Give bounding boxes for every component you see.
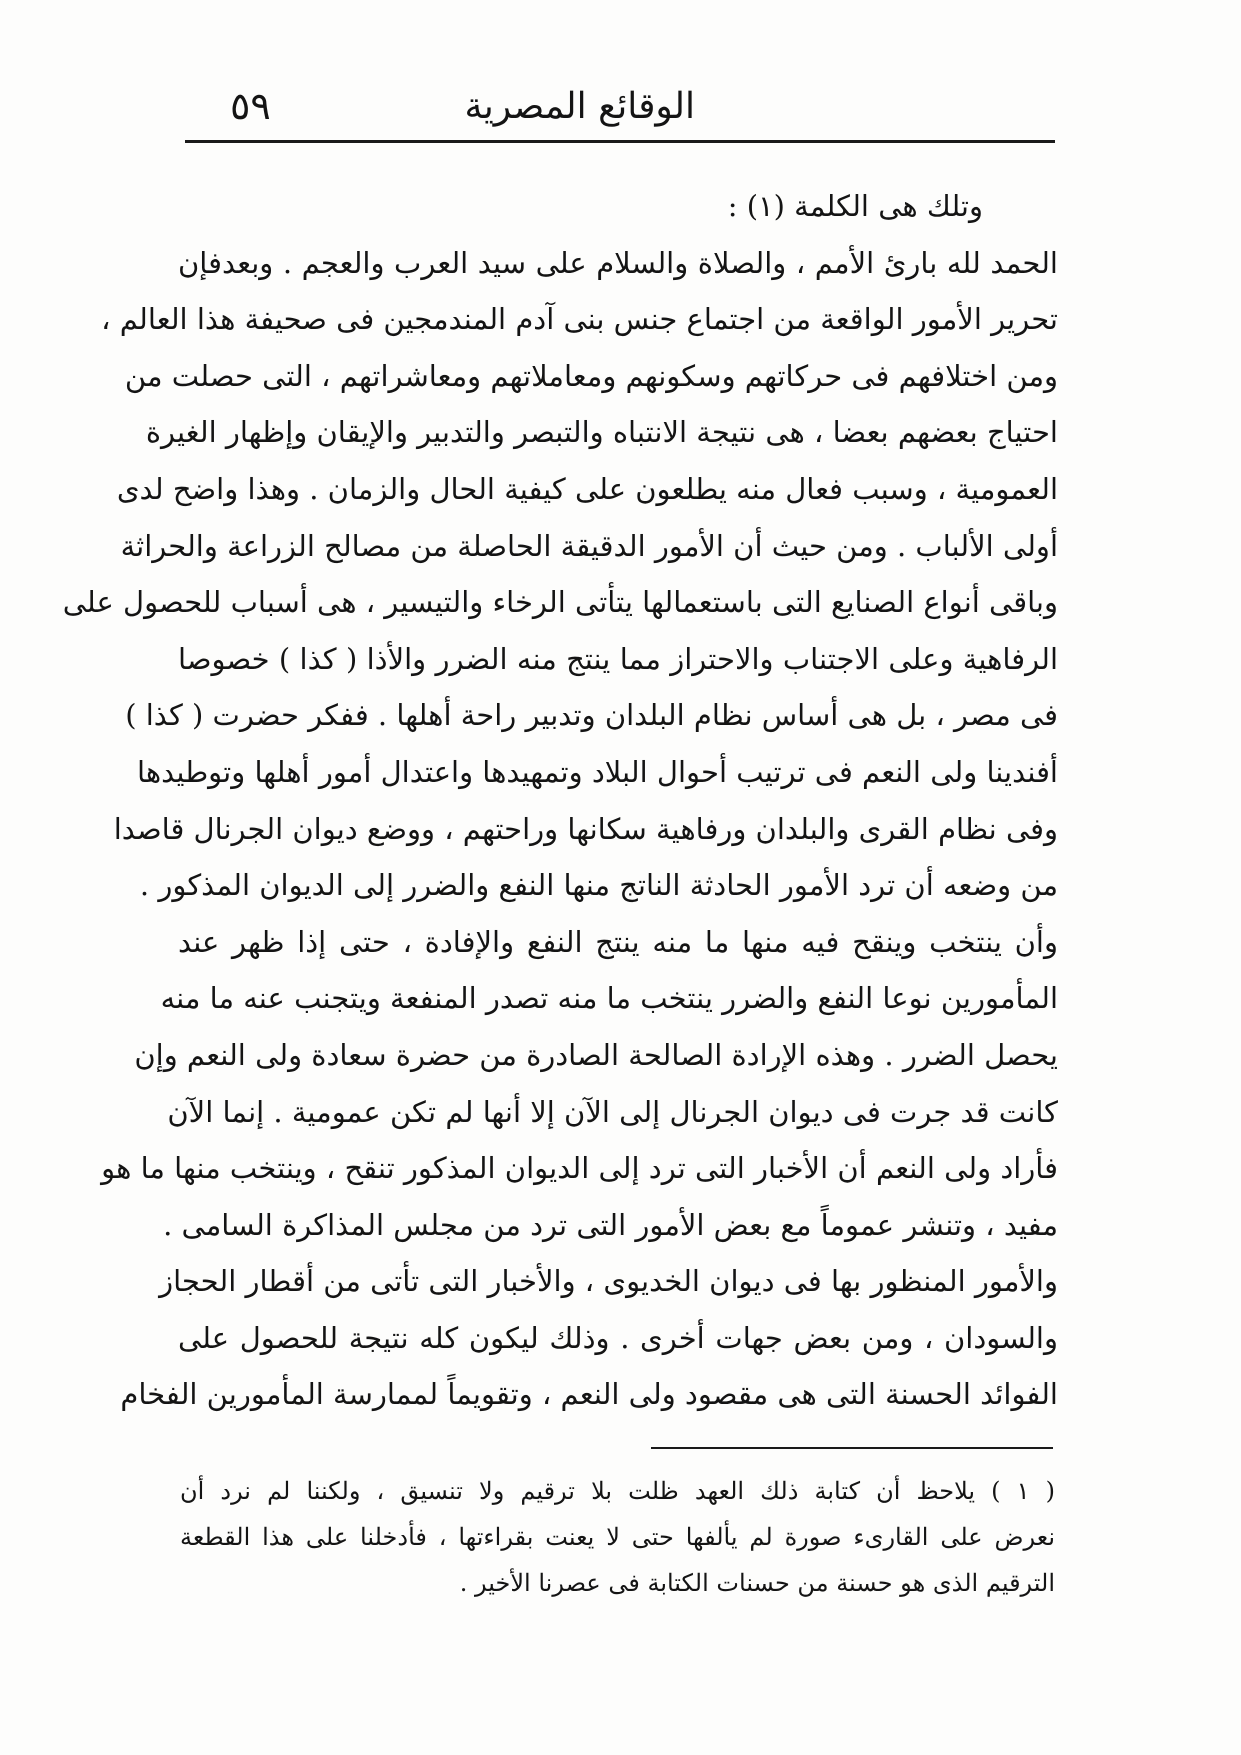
text-line: ومن اختلافهم فى حركاتهم وسكونهم ومعاملاتهم ومعاشراتهم ، التى حصلت من [124, 358, 1058, 393]
running-title: الوقائع المصرية [464, 86, 695, 127]
text-line: العمومية ، وسبب فعال منه يطلعون على كيفية الحال والزمان . وهذا واضح لدى [116, 471, 1058, 506]
text-line: وباقى أنواع الصنايع التى باستعمالها يتأتى الرخاء والتيسير ، هى أسباب للحصول على [62, 585, 1058, 620]
text-line: أولى الألباب . ومن حيث أن الأمور الدقيقة الحاصلة من مصالح الزراعة والحراثة [120, 528, 1058, 563]
text-line: الفوائد الحسنة التى هى مقصود ولى النعم ، وتقويماً لممارسة المأمورين الفخام [120, 1377, 1058, 1412]
text-line: وأن ينتخب وينقح فيه منها ما منه ينتج النفع والإفادة ، حتى إذا ظهر عند [178, 924, 1058, 959]
text-line: احتياج بعضهم بعضا ، هى نتيجة الانتباه والتبصر والتدبير والإيقان وإظهار الغيرة [145, 415, 1058, 450]
text-line: الرفاهية وعلى الاجتناب والاحتراز مما ينتج منه الضرر والأذا ( كذا ) خصوصا [178, 641, 1058, 676]
text-line: والسودان ، ومن بعض جهات أخرى . وذلك ليكون كله نتيجة للحصول على [178, 1320, 1058, 1355]
footnote-line: الترقيم الذى هو حسنة من حسنات الكتابة فى عصرنا الأخير . [459, 1569, 1055, 1597]
footnote-rule [651, 1447, 1053, 1449]
main-text [62, 178, 1058, 1423]
text-line: تحرير الأمور الواقعة من اجتماع جنس بنى آدم المندمجين فى صحيفة هذا العالم ، [101, 302, 1058, 337]
text-line: المأمورين نوعا النفع والضرر ينتخب ما منه تصدر المنفعة ويتجنب عنه ما منه [160, 981, 1058, 1016]
text-line: كانت قد جرت فى ديوان الجرنال إلى الآن إلا أنها لم تكن عمومية . إنما الآن [167, 1094, 1058, 1129]
text-line: مفيد ، وتنشر عموماً مع بعض الأمور التى ترد من مجلس المذاكرة السامى . [163, 1207, 1058, 1242]
text-line: من وضعه أن ترد الأمور الحادثة الناتج منها النفع والضرر إلى الديوان المذكور . [139, 868, 1058, 903]
text-line: وتلك هى الكلمة (١) : [727, 189, 983, 223]
text-line: يحصل الضرر . وهذه الإرادة الصالحة الصادرة من حضرة سعادة ولى النعم وإن [134, 1037, 1058, 1072]
header-rule [185, 140, 1055, 143]
text-line: أفندينا ولى النعم فى ترتيب أحوال البلاد وتمهيدها واعتدال أمور أهلها وتوطيدها [136, 754, 1058, 789]
footnote-line: نعرض على القارىء صورة لم يألفها حتى لا يعنت بقراءتها ، فأدخلنا على هذا القطعة [180, 1523, 1055, 1551]
text-line: الحمد لله بارئ الأمم ، والصلاة والسلام على سيد العرب والعجم . وبعدفإن [178, 245, 1058, 280]
footnote-line: ( ١ ) يلاحظ أن كتابة ذلك العهد ظلت بلا ترقيم ولا تنسيق ، ولكننا لم نرد أن [180, 1477, 1055, 1505]
page-number: ٥٩ [230, 84, 271, 128]
text-line: والأمور المنظور بها فى ديوان الخديوى ، والأخبار التى تأتى من أقطار الحجاز [159, 1264, 1058, 1299]
text-line: وفى نظام القرى والبلدان ورفاهية سكانها وراحتهم ، ووضع ديوان الجرنال قاصدا [113, 811, 1058, 846]
page-header [180, 78, 1060, 138]
text-line: فأراد ولى النعم أن الأخبار التى ترد إلى الديوان المذكور تنقح ، وينتخب منها ما هو [101, 1151, 1058, 1186]
text-line: فى مصر ، بل هى أساس نظام البلدان وتدبير راحة أهلها . ففكر حضرت ( كذا ) [125, 698, 1058, 733]
footnote [180, 1468, 1055, 1606]
